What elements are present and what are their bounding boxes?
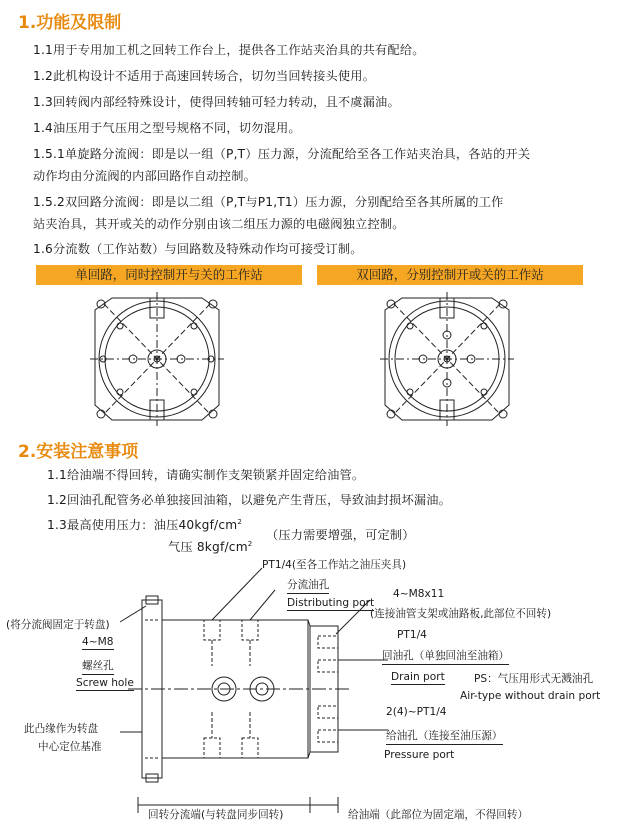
text-line: 动作均由分流阀的内部回路作自动控制。 [33,169,256,183]
supply-end-label: 给油端（此部位为固定端，不得回转） [348,809,529,821]
air-pressure-line [168,538,252,555]
text-line: 1.5.1单旋路分流阀：即是以一组（P,T）压力源，分流配给至各工作站夹治具，各站的开关 [33,147,531,161]
air-type-note: Air-type without drain port [460,690,601,702]
ps-note: PS：气压用形式无溅油孔 [474,673,594,685]
m8-label: 4~M8 [82,636,114,648]
text-line: 1.2回油孔配管务必单独接回油箱，以避免产生背压，导致油封损坏漏油。 [47,493,451,507]
fix-note: (将分流阀固定于转盘) [6,619,110,631]
text-line: 1.1给油端不得回转，请确实制作支架锁紧并固定给油管。 [47,468,365,482]
section1-title: 1.功能及限制 [18,13,122,33]
drain-en: Drain port [391,671,445,683]
rotating-end-label: 回转分流端(与转盘同步回转) [148,809,284,821]
distributing-en: Distributing port [287,597,375,609]
distributing-cn: 分流油孔 [287,577,329,594]
pressure-line [47,516,242,533]
pt14-top-label: PT1/4(至各工作站之油压夹具) [262,559,407,571]
m8x11-note: (连接油管支架或油路板,此部位不回转) [370,608,552,620]
single-circuit-bar: 单回路，同时控制开与关的工作站 [36,265,302,285]
drain-cn: 回油孔（单独回油至油箱） [382,648,509,665]
pt14-drain: PT1/4 [397,629,427,641]
boss-label-1: 此凸缘作为转盘 [24,723,99,735]
pressure-size: 2(4)~PT1/4 [386,706,447,718]
pressure-note: （压力需要增强，可定制） [266,528,415,542]
single-circuit-drawing [90,292,224,426]
boss-label-2: 中心定位基准 [38,741,102,753]
text-line: 1.2此机构设计不适用于高速回转场合，切勿当回转接头使用。 [33,69,376,83]
text-line: 1.5.2双回路分流阀：即是以二组（P,T与P1,T1）压力源，分别配给至各其所属的工作 [33,195,504,209]
text-line: 1.1用于专用加工机之回转工作台上，提供各工作站夹治具的共有配给。 [33,43,425,57]
dual-circuit-bar: 双回路，分别控制开或关的工作站 [317,265,583,285]
m8x11-label: 4~M8x11 [393,588,445,600]
pressure-en: Pressure port [384,749,455,761]
air-pressure: 气压 8kgf/cm [168,540,248,554]
screw-cn: 螺丝孔 [82,658,114,675]
oil-pressure: 1.3最高使用压力：油压40kgf/cm [47,518,238,532]
superscript: 2 [237,517,242,526]
text-line: 1.6分流数（工作站数）与回路数及特殊动作均可接受订制。 [33,242,363,256]
dual-circuit-drawing [380,292,514,426]
text-line: 站夹治具，其开或关的动作分别由该二组压力源的电磁阀独立控制。 [33,217,405,231]
text-line: 1.4油压用于气压用之型号规格不同，切勿混用。 [33,121,301,135]
screw-en: Screw hole [76,677,134,689]
text-line: 1.3回转阀内部经特殊设计，使得回转轴可轻力转动，且不虞漏油。 [33,95,400,109]
superscript: 2 [247,539,253,548]
section2-title: 2.安装注意事项 [18,442,139,462]
pressure-cn: 给油孔（连接至油压源） [386,728,503,745]
